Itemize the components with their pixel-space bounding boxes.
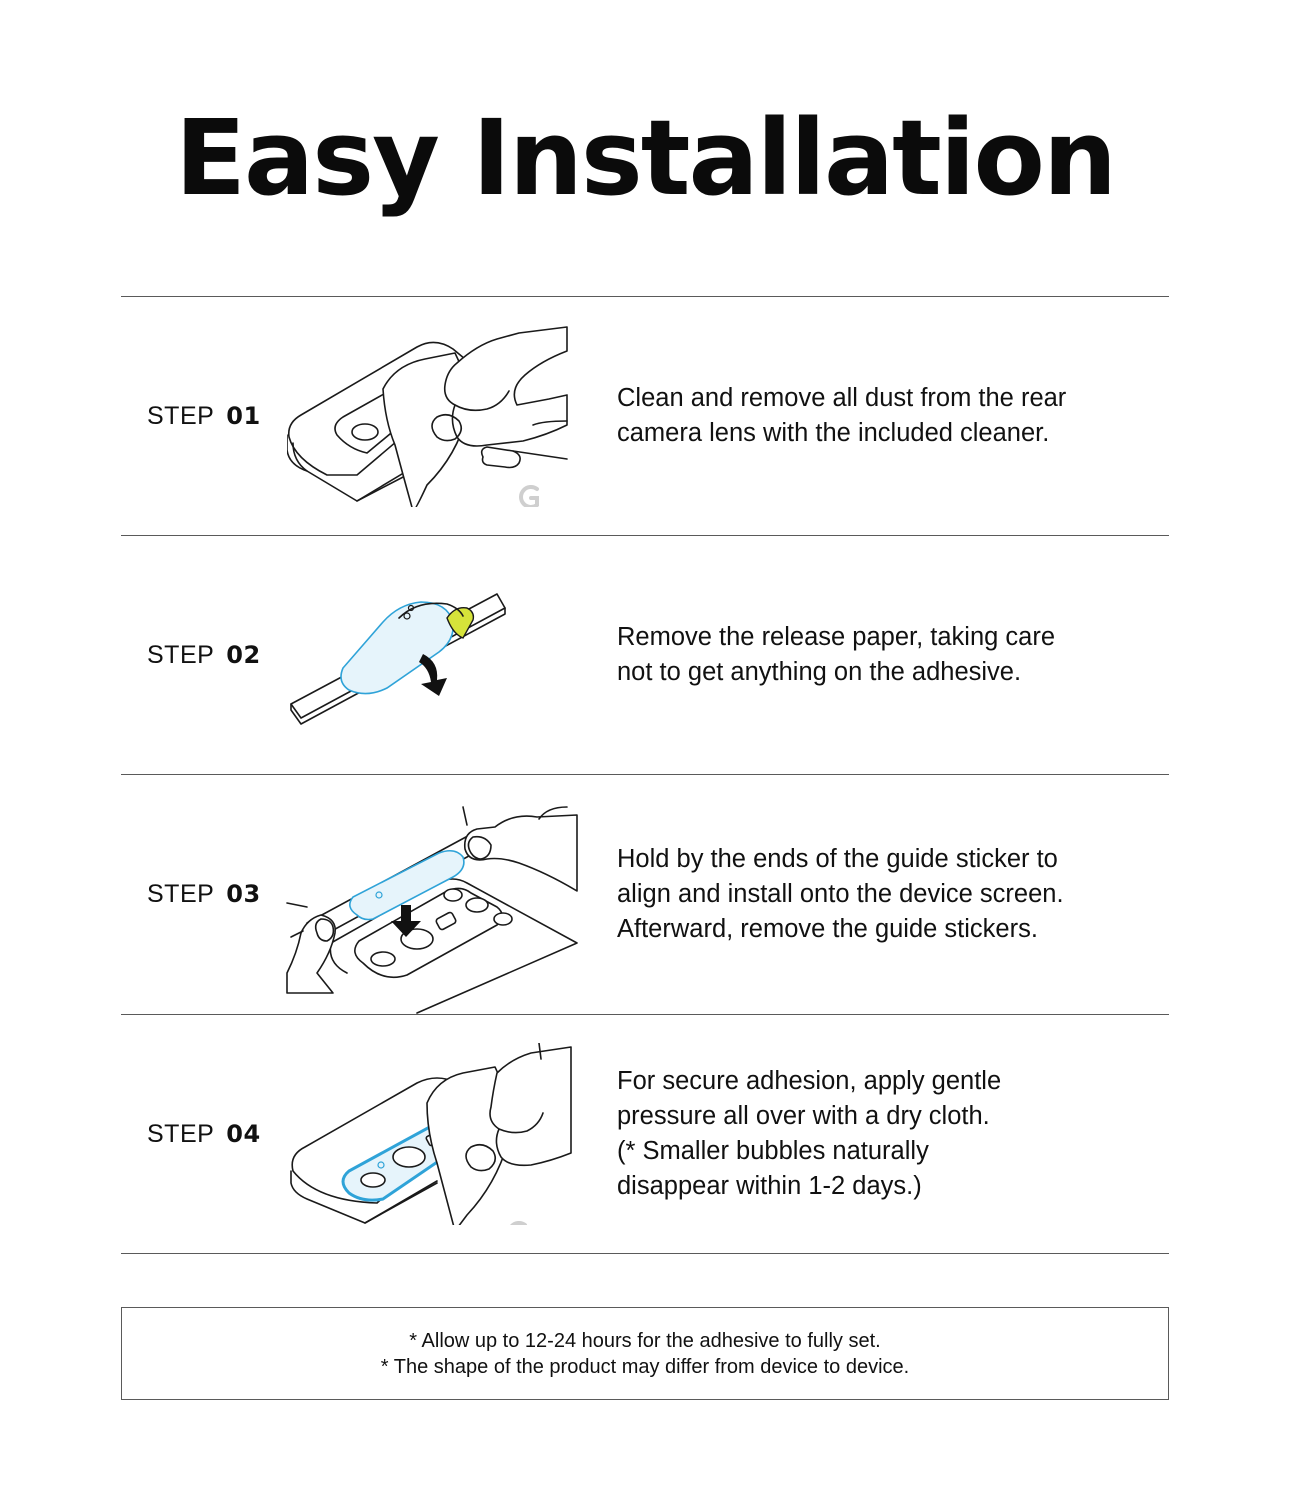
step-description xyxy=(617,775,1157,1013)
step-label xyxy=(147,536,261,774)
step-description-line: Remove the release paper, taking care xyxy=(617,623,1056,651)
align-guide-sticker-illustration xyxy=(287,803,587,985)
wipe-lens-cleaner-illustration xyxy=(287,325,587,507)
step-label xyxy=(147,775,261,1013)
step-description-line: align and install onto the device screen. xyxy=(617,879,1064,908)
peel-release-paper-illustration xyxy=(287,564,587,746)
note-line: * Allow up to 12-24 hours for the adhesive to fully set. xyxy=(409,1329,881,1352)
step-word: STEP xyxy=(147,640,215,669)
step-description-line: not to get anything on the adhesive. xyxy=(617,658,1022,686)
step-description-line: Afterward, remove the guide stickers. xyxy=(617,914,1038,943)
step-02 xyxy=(121,536,1169,774)
step-03 xyxy=(121,775,1169,1013)
step-number: 01 xyxy=(226,402,261,430)
step-description-line: disappear within 1-2 days.) xyxy=(617,1172,922,1200)
step-description-line: For secure adhesion, apply gentle xyxy=(617,1067,1002,1095)
step-01 xyxy=(121,297,1169,535)
step-word: STEP xyxy=(147,879,215,908)
step-number: 04 xyxy=(226,1120,261,1148)
step-description-line: Hold by the ends of the guide sticker to xyxy=(617,844,1058,873)
step-description xyxy=(617,536,1157,774)
step-label xyxy=(147,297,261,535)
step-word: STEP xyxy=(147,1119,215,1148)
step-number: 02 xyxy=(226,641,261,669)
step-description-line: Clean and remove all dust from the rear xyxy=(617,384,1067,412)
step-description-line: (* Smaller bubbles naturally xyxy=(617,1137,929,1165)
step-description-line: camera lens with the included cleaner. xyxy=(617,419,1050,447)
step-label xyxy=(147,1015,261,1253)
step-description xyxy=(617,1015,1157,1253)
page-title: Easy Installation xyxy=(175,97,1115,219)
step-word: STEP xyxy=(147,401,215,430)
step-description-line: pressure all over with a dry cloth. xyxy=(617,1102,990,1130)
press-dry-cloth-illustration xyxy=(287,1043,587,1225)
step-number: 03 xyxy=(226,880,261,908)
step-description xyxy=(617,297,1157,535)
note-line: * The shape of the product may differ from device to device. xyxy=(380,1355,910,1378)
notes-box xyxy=(121,1307,1169,1400)
step-04 xyxy=(121,1015,1169,1253)
divider xyxy=(121,1253,1169,1254)
